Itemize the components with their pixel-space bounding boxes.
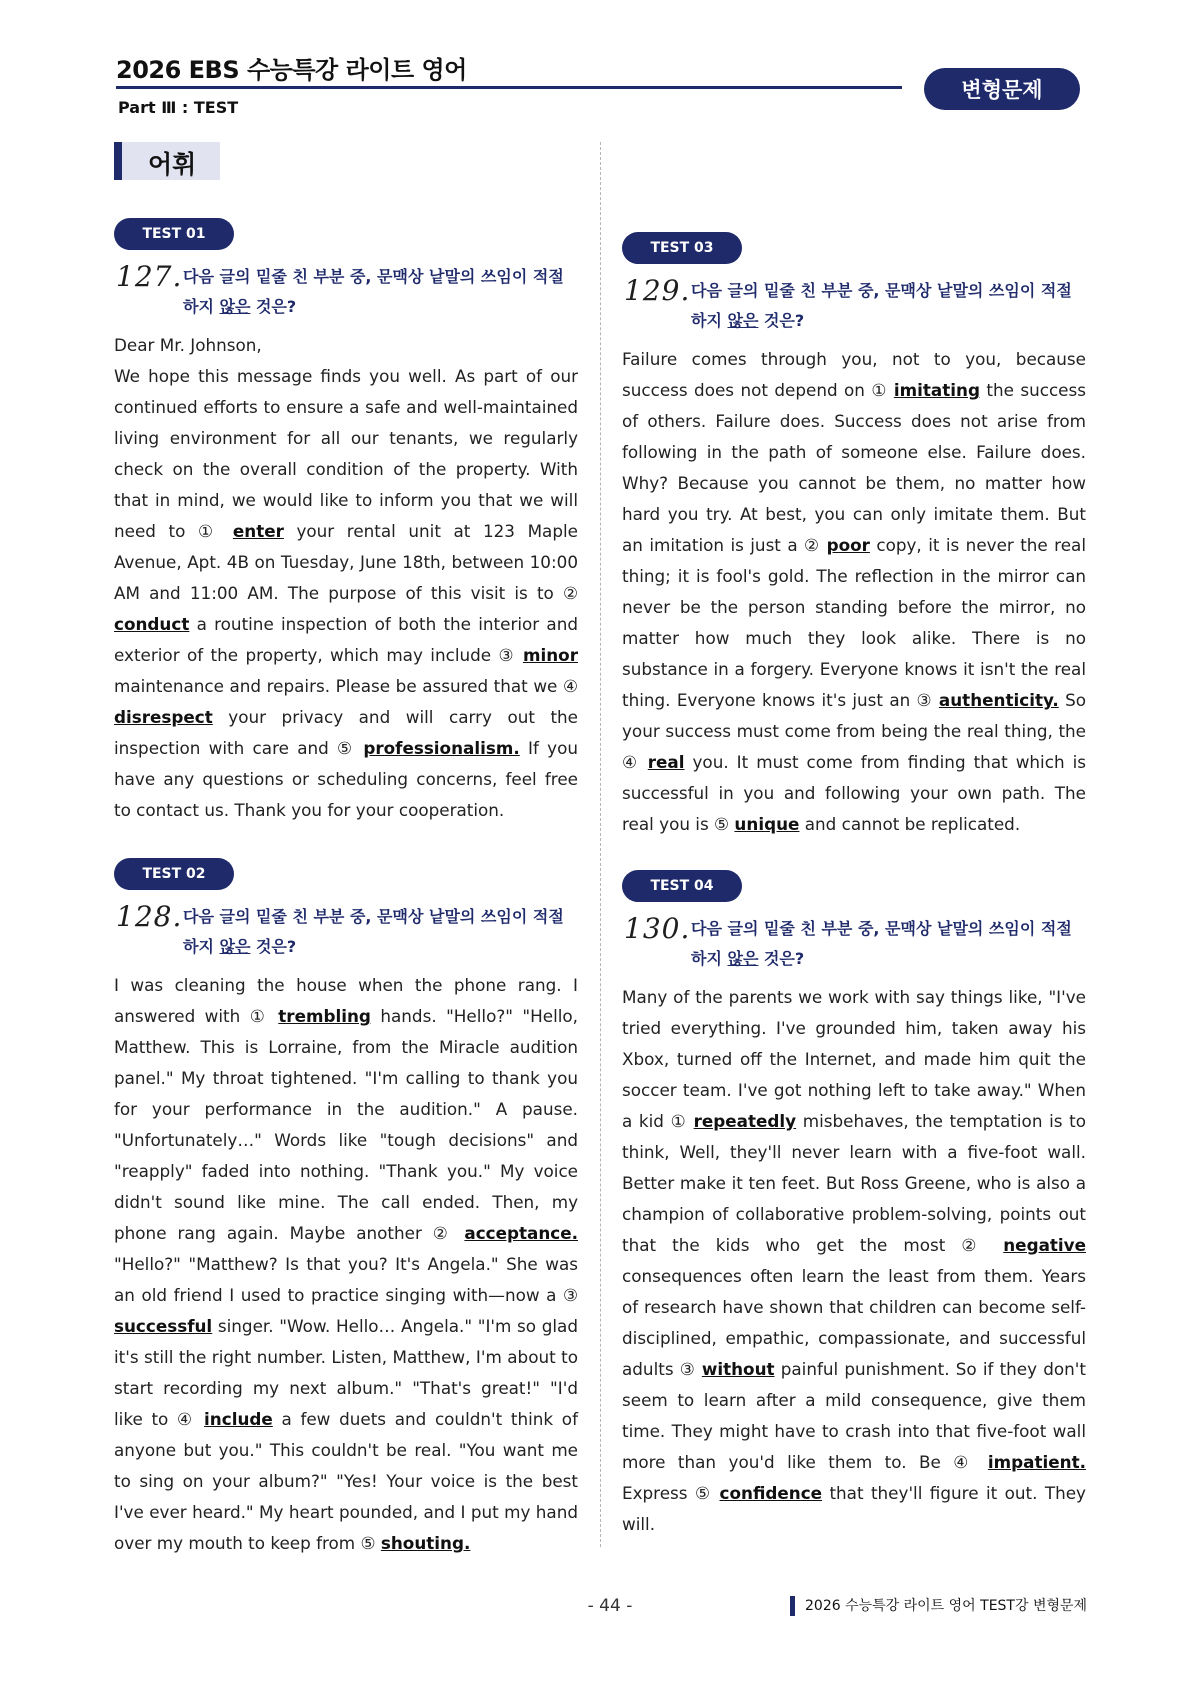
question-prompt: 다음 글의 밑줄 친 부분 중, 문맥상 낱말의 쓰임이 적절하지 않은 것은? (183, 907, 564, 956)
keyword-3: minor (523, 645, 578, 665)
question-block-127 (114, 218, 578, 826)
question-prompt: 다음 글의 밑줄 친 부분 중, 문맥상 낱말의 쓰임이 적절하지 않은 것은? (691, 919, 1072, 968)
section-title: 어휘 (148, 150, 197, 179)
question-block-129 (622, 232, 1086, 840)
question-header (114, 900, 578, 964)
passage-body: Failure comes through you, not to you, because success does not depend on ① imitating the success of others. Failure does. Success does not arise from following in the path of someone else. Failure does. Why? Because you cannot be them, no matter how hard you try. At best, you can only imitate them. But an imitation is just a ② poor copy, it is never the real thing; it is fool's gold. The reflection in the mirror can never be the person standing before the mirror, no matter how much they look alike. There is no substance in a forgery. Everyone knows it isn't the real thing. Everyone knows it's just an ③ authenticity. So your success must come from being the real thing, the ④ real you. It must come from finding that which is successful in you and following your own path. The real you is ⑤ unique and cannot be replicated. (622, 349, 1087, 834)
keyword-1: trembling (278, 1006, 371, 1026)
keyword-1: imitating (893, 380, 980, 400)
test-tag: TEST 04 (622, 870, 742, 902)
keyword-1: repeatedly (693, 1111, 797, 1131)
keyword-3: successful (114, 1316, 213, 1336)
passage-body: Many of the parents we work with say things like, "I've tried everything. I've grounded him, taken away his Xbox, turned off the Internet, and made him quit the soccer team. I've got nothing left to take away." When a kid ① repeatedly misbehaves, the temptation is to think, Well, they'll never learn with a five-foot wall. Better make it ten feet. But Ross Greene, who is also a champion of collaborative problem-solving, points out that the kids who get the most ② negative consequences often learn the least from them. Years of research have shown that children can become self-disciplined, empathic, compassionate, and successful adults ③ without painful punishment. So if they don't seem to learn after a mild consequence, give them time. They might have to crash into that five-foot wall more than you'd like them to. Be ④ impatient. Express ⑤ confidence that they'll figure it out. They will. (622, 987, 1086, 1534)
question-header (622, 912, 1086, 976)
header-badge: 변형문제 (924, 68, 1080, 110)
question-prompt: 다음 글의 밑줄 친 부분 중, 문맥상 낱말의 쓰임이 적절하지 않은 것은? (183, 267, 564, 316)
page-number: - 44 - (587, 1596, 633, 1616)
keyword-1: enter (232, 521, 284, 541)
passage (114, 970, 578, 1559)
question-number: 127. (116, 260, 183, 293)
footer-series: 2026 수능특강 라이트 영어 TEST강 변형문제 (790, 1596, 1087, 1616)
keyword-2: acceptance. (464, 1223, 578, 1243)
section-bar (114, 142, 122, 180)
passage (622, 982, 1086, 1540)
keyword-3: authenticity. (938, 690, 1059, 710)
keyword-4: impatient. (987, 1452, 1086, 1472)
question-header (622, 274, 1086, 338)
keyword-4: real (647, 752, 685, 772)
question-number: 128. (116, 900, 183, 933)
question-number: 130. (624, 912, 691, 945)
section-heading (114, 142, 220, 180)
test-tag: TEST 03 (622, 232, 742, 264)
keyword-3: without (701, 1359, 775, 1379)
keyword-5: professionalism. (363, 738, 520, 758)
question-header (114, 260, 578, 324)
header-title: 2026 EBS 수능특강 라이트 영어 (116, 56, 467, 84)
keyword-4: include (204, 1409, 273, 1429)
test-tag: TEST 01 (114, 218, 234, 250)
question-block-130 (622, 870, 1086, 1540)
keyword-2: negative (1003, 1235, 1086, 1255)
question-block-128 (114, 858, 578, 1559)
keyword-4: disrespect (114, 707, 213, 727)
header-rule (116, 86, 902, 89)
passage (622, 344, 1086, 840)
passage-body: We hope this message finds you well. As part of our continued efforts to ensure a safe and well-maintained living environment for all our tenants, we regularly check on the overall condition of the property. With that in mind, we would like to inform you that we will need to ① enter your rental unit at 123 Maple Avenue, Apt. 4B on Tuesday, June 18th, between 10:00 AM and 11:00 AM. The purpose of this visit is to ② conduct a routine inspection of both the interior and exterior of the property, which may include ③ minor maintenance and repairs. Please be assured that we ④ disrespect your privacy and will carry out the inspection with care and ⑤ professionalism. If you have any questions or scheduling concerns, feel free to contact us. Thank you for your cooperation. (114, 366, 578, 820)
header-part: Part Ⅲ : TEST (118, 98, 239, 117)
keyword-5: shouting. (380, 1533, 471, 1553)
test-tag: TEST 02 (114, 858, 234, 890)
keyword-5: confidence (719, 1483, 823, 1503)
passage-salutation: Dear Mr. Johnson, (114, 335, 262, 355)
column-divider (600, 142, 601, 1547)
question-prompt: 다음 글의 밑줄 친 부분 중, 문맥상 낱말의 쓰임이 적절하지 않은 것은? (691, 281, 1072, 330)
keyword-5: unique (734, 814, 800, 834)
question-number: 129. (624, 274, 691, 307)
passage (114, 330, 578, 826)
passage-body: I was cleaning the house when the phone rang. I answered with ① trembling hands. "Hello?" "Hello, Matthew. This is Lorraine, from the Miracle audition panel." My throat tightened. "I'm calling to thank you for your performance in the audition." A pause. "Unfortunately…" Words like "tough decisions" and "reapply" faded into nothing. "Thank you." My voice didn't sound like mine. The call ended. Then, my phone rang again. Maybe another ② acceptance. "Hello?" "Matthew? Is that you? It's Angela." She was an old friend I used to practice singing with—now a ③ successful singer. "Wow. Hello… Angela." "I'm so glad it's still the right number. Listen, Matthew, I'm about to start recording my next album." "That's great!" "I'd like to ④ include a few duets and couldn't think of anyone but you." This couldn't be real. "You want me to sing on your album?" "Yes! Your voice is the best I've ever heard." My heart pounded, and I put my hand over my mouth to keep from ⑤ shouting. (114, 975, 578, 1553)
keyword-2: conduct (114, 614, 190, 634)
keyword-2: poor (826, 535, 870, 555)
